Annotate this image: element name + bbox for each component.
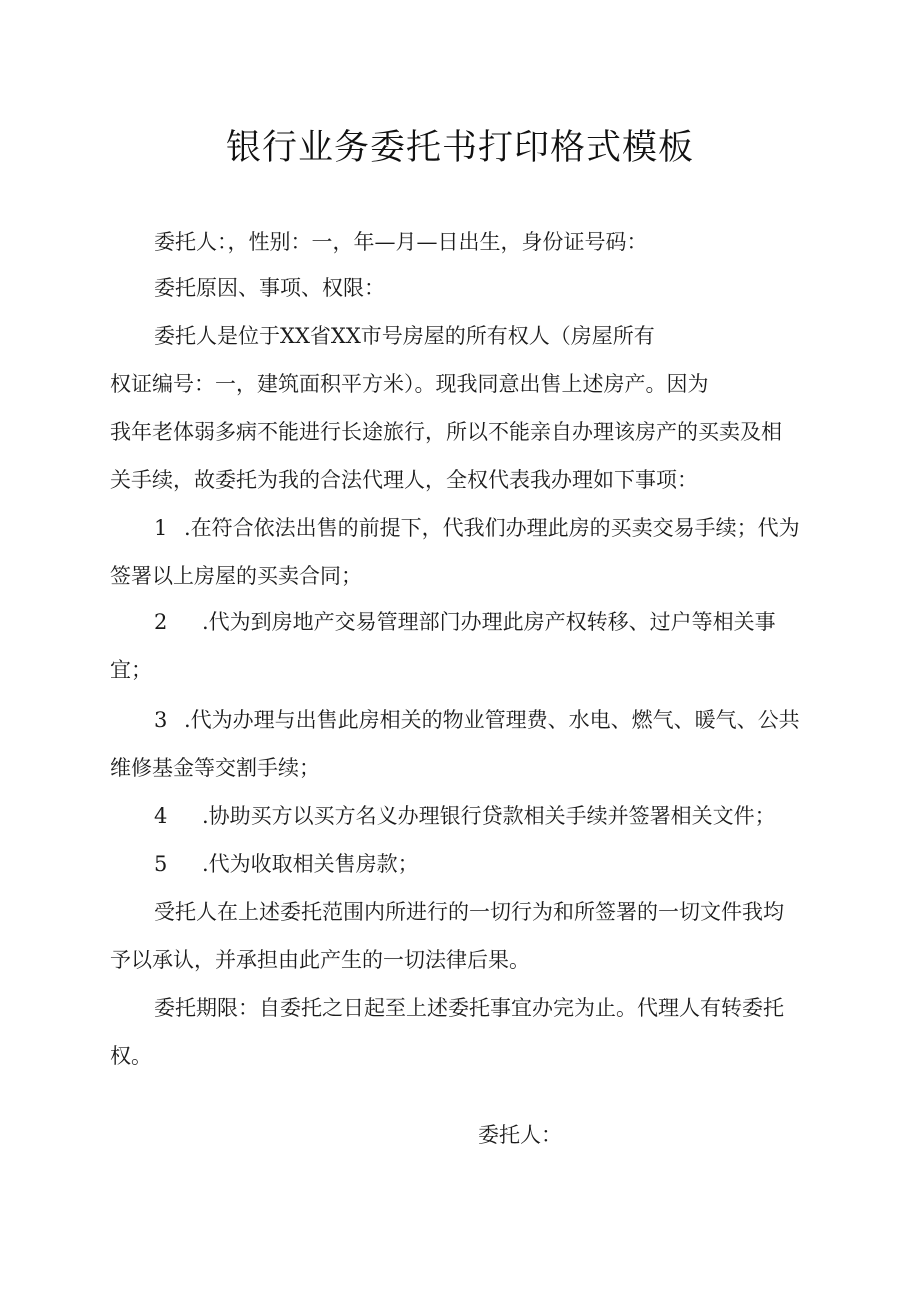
list-item-1-continued: 签署以上房屋的买卖合同； bbox=[110, 564, 362, 588]
item-text: .协助买方以买方名义办理银行贷款相关手续并签署相关文件； bbox=[202, 804, 776, 828]
principal-line: 委托人：，性别：一，年—月—日出生，身份证号码： bbox=[154, 230, 648, 254]
list-item-3-continued: 维修基金等交割手续； bbox=[110, 756, 320, 780]
item-text: .在符合依法出售的前提下，代我们办理此房的买卖交易手续；代为 bbox=[184, 516, 800, 540]
item-number: 4 bbox=[154, 804, 168, 828]
reason-label: 委托原因、事项、权限： bbox=[154, 276, 385, 300]
list-item-4 bbox=[154, 801, 776, 831]
item-number: 1 bbox=[154, 516, 168, 540]
item-text: .代为到房地产交易管理部门办理此房产权转移、过户等相关事 bbox=[202, 610, 776, 634]
term-line-1: 委托期限：自委托之日起至上述委托事宜办完为止。代理人有转委托 bbox=[154, 996, 784, 1020]
statement-line-4: 关手续，故委托为我的合法代理人，全权代表我办理如下事项： bbox=[110, 468, 698, 492]
term-line-2: 权。 bbox=[110, 1044, 152, 1068]
statement-line-3: 我年老体弱多病不能进行长途旅行，所以不能亲自办理该房产的买卖及相 bbox=[110, 420, 782, 444]
list-item-1 bbox=[154, 513, 800, 543]
list-item-2 bbox=[154, 607, 776, 637]
list-item-5 bbox=[154, 849, 419, 879]
statement-line-2: 权证编号：一，建筑面积平方米）。现我同意出售上述房产。因为 bbox=[110, 372, 709, 396]
item-text: .代为办理与出售此房相关的物业管理费、水电、燃气、暖气、公共 bbox=[184, 708, 800, 732]
item-number: 3 bbox=[154, 708, 168, 732]
item-number: 5 bbox=[154, 852, 168, 876]
item-text: .代为收取相关售房款； bbox=[202, 852, 419, 876]
list-item-3 bbox=[154, 705, 800, 735]
list-item-2-continued: 宜； bbox=[110, 658, 152, 682]
signature-label: 委托人： bbox=[478, 1123, 562, 1147]
item-number: 2 bbox=[154, 610, 168, 634]
acknowledgement-line-1: 受托人在上述委托范围内所进行的一切行为和所签署的一切文件我均 bbox=[154, 900, 784, 924]
document-title: 银行业务委托书打印格式模板 bbox=[225, 128, 694, 168]
acknowledgement-line-2: 予以承认，并承担由此产生的一切法律后果。 bbox=[110, 948, 530, 972]
statement-line-1: 委托人是位于XX省XX市号房屋的所有权人（房屋所有 bbox=[154, 324, 655, 348]
